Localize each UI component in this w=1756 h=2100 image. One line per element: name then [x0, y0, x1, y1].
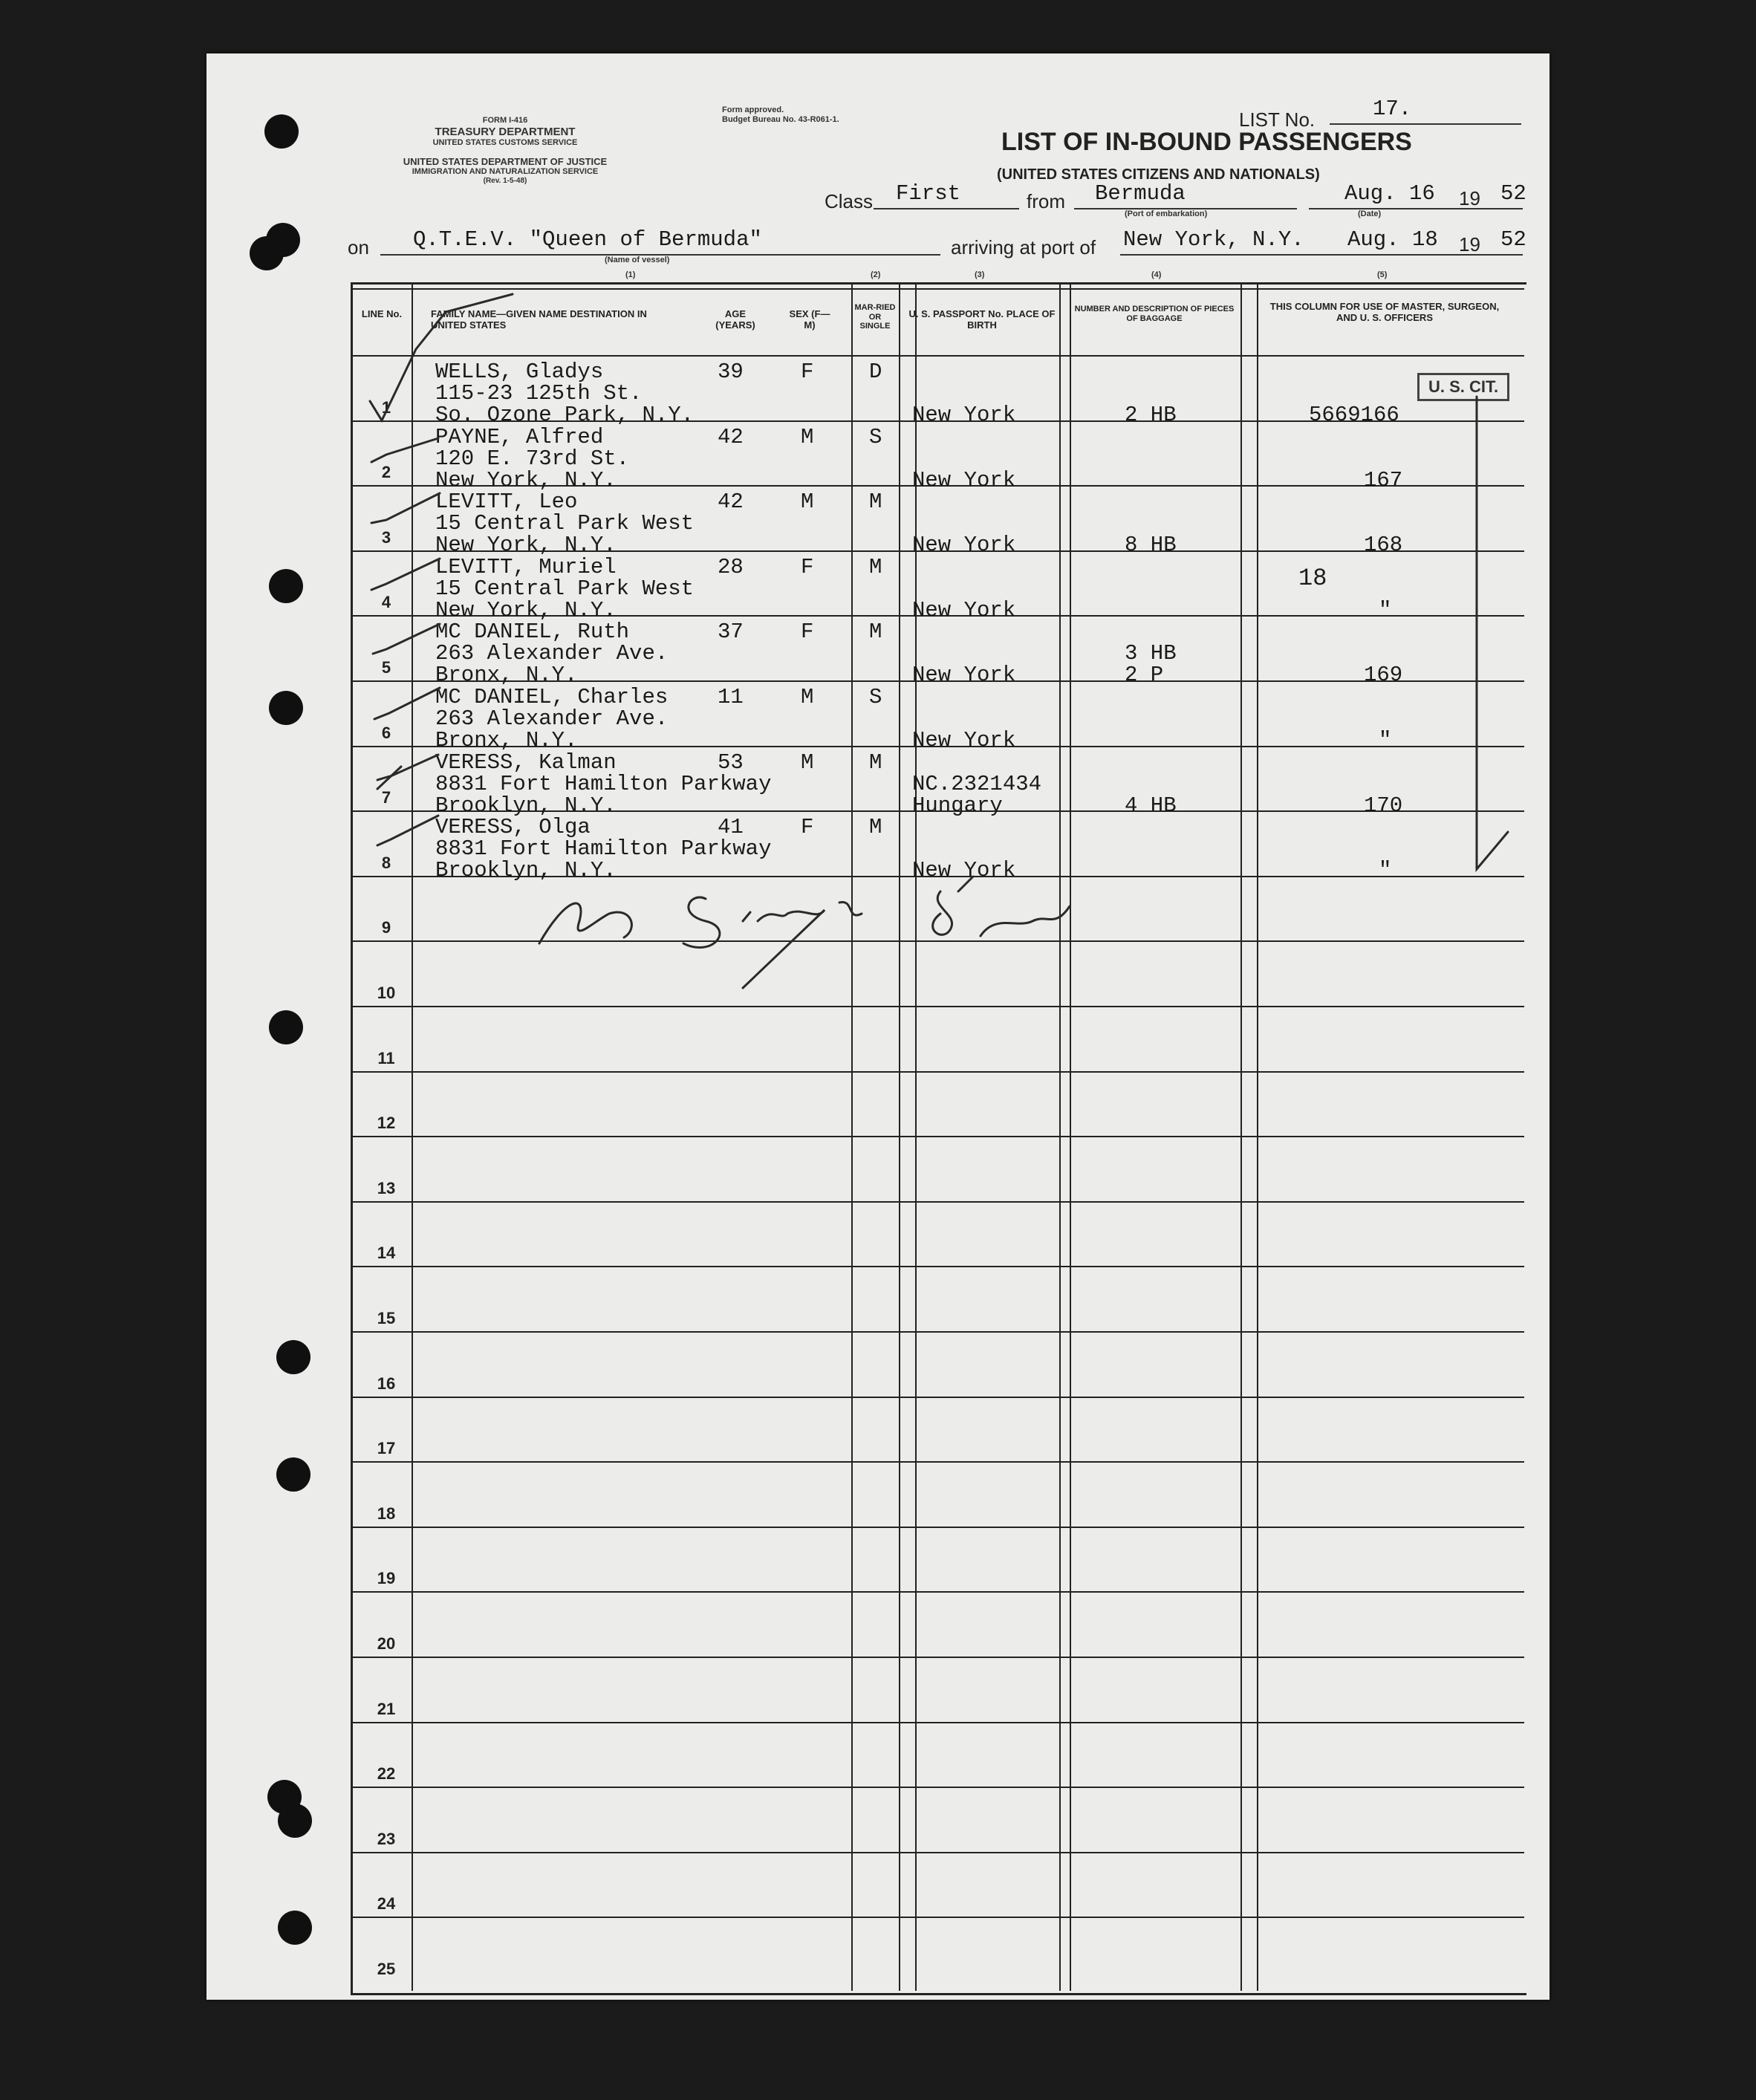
from-label: from — [1027, 190, 1065, 212]
marital-status: M — [869, 620, 882, 644]
baggage-line-2: 8 HB — [1125, 533, 1177, 557]
line-number: 24 — [377, 1894, 396, 1913]
departure-century: 19 — [1459, 187, 1480, 209]
column-number: (1) — [625, 270, 636, 279]
passenger-name: VERESS, Kalman — [435, 750, 617, 775]
on-label: on — [348, 236, 369, 259]
us-citizen-stamp: U. S. CIT. — [1417, 373, 1509, 401]
place-of-birth: New York — [912, 598, 1016, 622]
passenger-sex: F — [801, 620, 814, 644]
line-number: 5 — [381, 658, 391, 677]
officer-entry: " — [1379, 728, 1392, 752]
passenger-age: 39 — [718, 360, 744, 384]
list-number-label: LIST No. — [1239, 108, 1316, 131]
passenger-name: LEVITT, Leo — [435, 490, 578, 514]
line-number: 18 — [377, 1504, 396, 1523]
passenger-sex: F — [801, 360, 814, 384]
class-value: First — [896, 181, 961, 206]
officer-entry: 168 — [1364, 533, 1403, 557]
line-number: 22 — [377, 1764, 396, 1783]
officer-entry: 169 — [1364, 663, 1403, 687]
place-of-birth: New York — [912, 403, 1016, 427]
checkmark — [377, 816, 438, 845]
time-mark — [933, 877, 1070, 936]
departure-date: Aug. 16 — [1344, 181, 1435, 206]
line-number: 15 — [377, 1309, 396, 1327]
department-of-justice: UNITED STATES DEPARTMENT OF JUSTICE — [403, 155, 608, 167]
date-caption: (Date) — [1358, 209, 1382, 218]
checkmark — [374, 688, 440, 719]
line-number: 16 — [377, 1374, 396, 1393]
destination-city: Bronx, N.Y. — [435, 728, 578, 752]
stamp-bracket — [1477, 397, 1508, 869]
column-number: (2) — [871, 270, 881, 279]
checkmark — [370, 294, 513, 420]
marital-status: M — [869, 750, 882, 775]
destination-street: 8831 Fort Hamilton Parkway — [435, 772, 772, 796]
passenger-age: 28 — [718, 555, 744, 579]
passenger-sex: M — [801, 685, 814, 709]
checkmark — [373, 624, 440, 654]
arrival-year: 52 — [1500, 227, 1526, 252]
departure-year: 52 — [1500, 181, 1526, 206]
line-number: 17 — [377, 1439, 396, 1457]
marital-status: M — [869, 555, 882, 579]
checkmark — [371, 438, 438, 462]
class-label: Class — [825, 190, 874, 212]
line-number: 8 — [381, 854, 391, 872]
line-number: 2 — [381, 463, 391, 481]
form-number: FORM I-416 — [482, 116, 528, 125]
header-passport: U. S. PASSPORT No. PLACE OF BIRTH — [908, 308, 1056, 331]
line-number: 21 — [377, 1700, 396, 1718]
signature-insp — [539, 903, 631, 943]
line-number: 1 — [381, 398, 391, 417]
destination-city: Brooklyn, N.Y. — [435, 858, 617, 882]
header-line-no: LINE No. — [361, 308, 403, 319]
destination-street: 15 Central Park West — [435, 576, 695, 601]
line-number: 4 — [381, 593, 391, 611]
place-of-birth: Hungary — [912, 793, 1003, 818]
place-of-birth: New York — [912, 858, 1016, 882]
port-of-embarkation: Bermuda — [1095, 181, 1186, 206]
line-number: 6 — [381, 724, 391, 742]
page-title: LIST OF IN-BOUND PASSENGERS — [1001, 128, 1412, 156]
header-sex: SEX (F—M) — [789, 308, 830, 331]
header-married: MAR-RIED OR SINGLE — [854, 303, 896, 331]
passenger-age: 53 — [718, 750, 744, 775]
officer-entry: 5669166 — [1309, 403, 1399, 427]
checkmark — [371, 559, 440, 590]
line-number: 25 — [377, 1960, 396, 1978]
marital-status: D — [869, 360, 882, 384]
passenger-sex: F — [801, 555, 814, 579]
passenger-sex: M — [801, 490, 814, 514]
baggage-line-1: 3 HB — [1125, 641, 1177, 666]
checkmark — [371, 493, 440, 523]
page-subtitle: (UNITED STATES CITIZENS AND NATIONALS) — [997, 166, 1320, 183]
annotation-18: 18 — [1298, 565, 1327, 592]
marital-status: M — [869, 815, 882, 839]
line-number: 7 — [381, 788, 391, 807]
place-of-birth: New York — [912, 728, 1016, 752]
passenger-name: LEVITT, Muriel — [435, 555, 617, 579]
passenger-name: PAYNE, Alfred — [435, 425, 604, 449]
passenger-age: 37 — [718, 620, 744, 644]
officer-entry: 167 — [1364, 468, 1403, 493]
marital-status: S — [869, 685, 882, 709]
header-officers: THIS COLUMN FOR USE OF MASTER, SURGEON, AND U. S. OFFICERS — [1269, 301, 1500, 323]
place-of-birth: New York — [912, 468, 1016, 493]
list-number-value: 17. — [1373, 97, 1412, 121]
passenger-age: 42 — [718, 490, 744, 514]
arrival-port: New York, N.Y. — [1123, 227, 1304, 252]
signature-singer — [683, 897, 862, 988]
column-number: (5) — [1377, 270, 1388, 279]
header-age: AGE (YEARS) — [715, 308, 755, 331]
marital-status: M — [869, 490, 882, 514]
destination-street: 263 Alexander Ave. — [435, 641, 669, 666]
marital-status: S — [869, 425, 882, 449]
customs-service: UNITED STATES CUSTOMS SERVICE — [432, 137, 578, 147]
destination-street: 8831 Fort Hamilton Parkway — [435, 836, 772, 861]
port-embarkation-caption: (Port of embarkation) — [1125, 209, 1208, 218]
passport-number: NC.2321434 — [912, 772, 1042, 796]
header-baggage: NUMBER AND DESCRIPTION OF PIECES OF BAGGAGE — [1074, 305, 1235, 323]
form-revision: (Rev. 1-5-48) — [483, 177, 527, 186]
destination-city: New York, N.Y. — [435, 533, 617, 557]
passenger-age: 41 — [718, 815, 744, 839]
passenger-age: 11 — [718, 685, 744, 709]
baggage-line-2: 2 P — [1125, 663, 1164, 687]
form-approved-text: Form approved. — [722, 105, 784, 114]
officer-entry: " — [1379, 858, 1392, 882]
line-number: 12 — [377, 1114, 396, 1132]
destination-city: New York, N.Y. — [435, 598, 617, 622]
baggage-line-2: 2 HB — [1125, 403, 1177, 427]
line-number: 14 — [377, 1244, 396, 1262]
passenger-name: WELLS, Gladys — [435, 360, 604, 384]
destination-city: Brooklyn, N.Y. — [435, 793, 617, 818]
line-number: 13 — [377, 1179, 396, 1197]
passenger-sex: F — [801, 815, 814, 839]
header-name-destination: FAMILY NAME—GIVEN NAME DESTINATION IN UNITED STATES — [431, 308, 647, 331]
destination-street: 120 E. 73rd St. — [435, 446, 630, 471]
passenger-sex: M — [801, 425, 814, 449]
arrival-century: 19 — [1459, 233, 1480, 256]
officer-entry: " — [1379, 598, 1392, 622]
destination-city: New York, N.Y. — [435, 468, 617, 493]
immigration-service: IMMIGRATION AND NATURALIZATION SERVICE — [412, 167, 599, 177]
arriving-label: arriving at port of — [951, 236, 1096, 259]
line-number: 10 — [377, 984, 396, 1002]
destination-street: 263 Alexander Ave. — [435, 706, 669, 731]
line-number: 19 — [377, 1569, 396, 1587]
officer-entry: 170 — [1364, 793, 1403, 818]
line-number: 9 — [381, 918, 391, 937]
line-number: 20 — [377, 1634, 396, 1653]
destination-street: 15 Central Park West — [435, 511, 695, 536]
treasury-department: TREASURY DEPARTMENT — [435, 125, 576, 138]
passenger-name: MC DANIEL, Ruth — [435, 620, 630, 644]
column-number: (3) — [975, 270, 985, 279]
baggage-line-2: 4 HB — [1125, 793, 1177, 818]
budget-bureau-text: Budget Bureau No. 43-R061-1. — [722, 115, 839, 125]
checkmark — [377, 755, 438, 789]
place-of-birth: New York — [912, 533, 1016, 557]
column-number: (4) — [1151, 270, 1162, 279]
destination-street: 115-23 125th St. — [435, 381, 643, 406]
line-number: 3 — [381, 528, 391, 547]
passenger-name: VERESS, Olga — [435, 815, 591, 839]
passenger-sex: M — [801, 750, 814, 775]
vessel-name: Q.T.E.V. "Queen of Bermuda" — [413, 227, 762, 252]
line-number: 11 — [377, 1049, 395, 1067]
arrival-date: Aug. 18 — [1347, 227, 1438, 252]
place-of-birth: New York — [912, 663, 1016, 687]
passenger-name: MC DANIEL, Charles — [435, 685, 669, 709]
line-number: 23 — [377, 1830, 396, 1848]
vessel-caption: (Name of vessel) — [605, 256, 670, 264]
destination-city: Bronx, N.Y. — [435, 663, 578, 687]
destination-city: So. Ozone Park, N.Y. — [435, 403, 695, 427]
passenger-age: 42 — [718, 425, 744, 449]
